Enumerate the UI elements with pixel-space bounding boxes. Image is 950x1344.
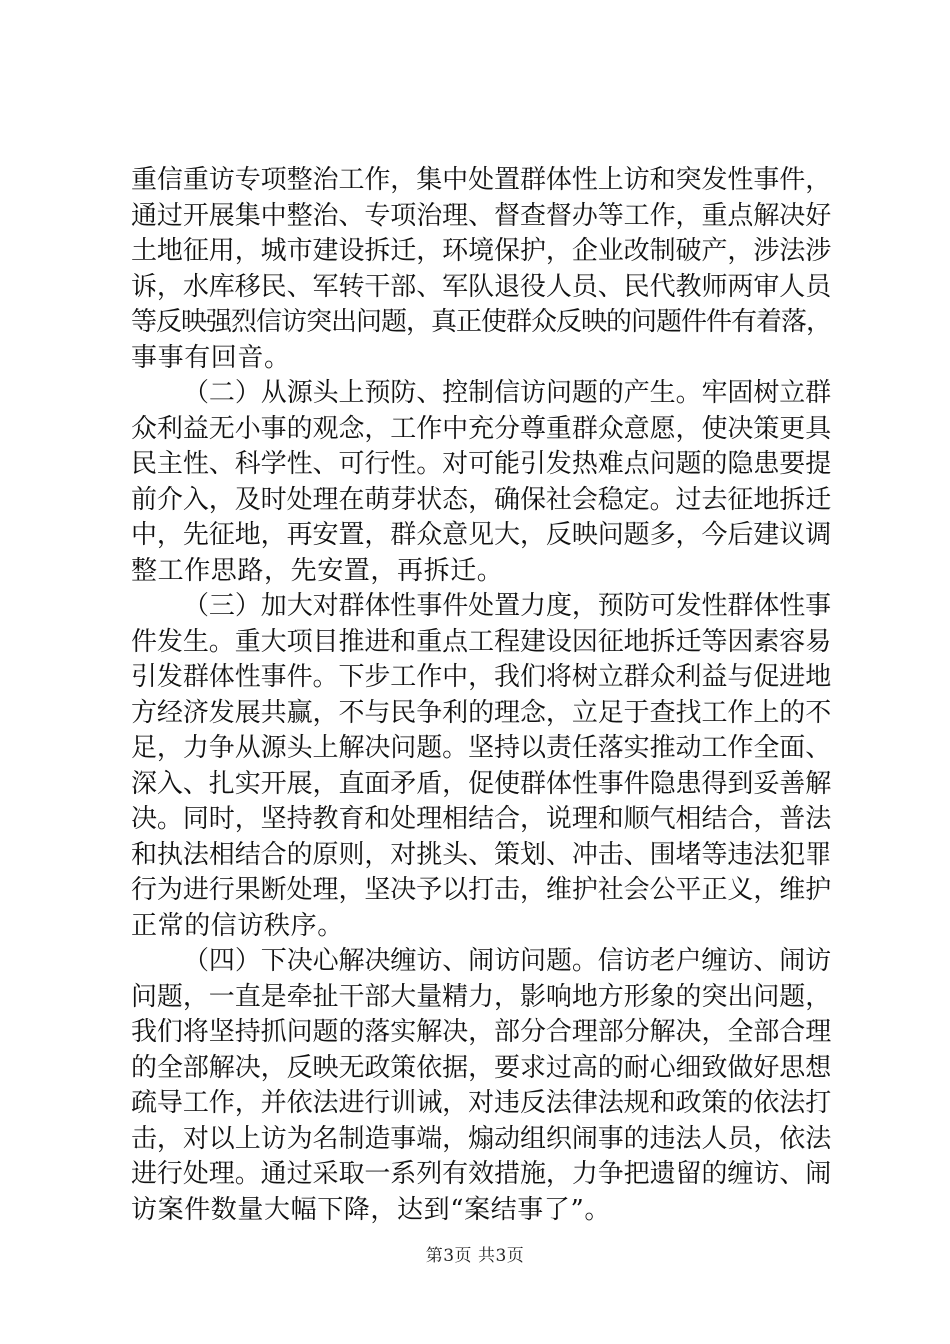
page-footer xyxy=(0,1245,950,1267)
text-line: 土地征用，城市建设拆迁，环境保护，企业改制破产，涉法涉 xyxy=(131,236,831,266)
text-line: 诉，水库移民、军转干部、军队退役人员、民代教师两审人员 xyxy=(131,271,831,302)
text-line: 重信重访专项整治工作，集中处置群体性上访和突发性事件， xyxy=(131,165,831,195)
text-line: 击，对以上访为名制造事端，煽动组织闹事的违法人员，依法 xyxy=(131,1123,831,1154)
text-line: 决。同时，坚持教育和处理相结合，说理和顺气相结合，普法 xyxy=(131,804,831,834)
paragraph-section-4 xyxy=(131,944,831,1228)
text-line: 问题，一直是牵扯干部大量精力，影响地方形象的突出问题， xyxy=(131,981,831,1012)
text-line: 正常的信访秩序。 xyxy=(131,910,344,941)
text-line: 访案件数量大幅下降，达到“案结事了”。 xyxy=(131,1194,611,1225)
text-line: 方经济发展共赢，不与民争利的理念，立足于查找工作上的不 xyxy=(131,697,831,728)
text-line: 足，力争从源头上解决问题。坚持以责任落实推动工作全面、 xyxy=(131,733,831,763)
text-line: 和执法相结合的原则，对挑头、策划、冲击、围堵等违法犯罪 xyxy=(131,839,831,870)
text-line: 行为进行果断处理，坚决予以打击，维护社会公平正义，维护 xyxy=(131,875,831,905)
text-line: 疏导工作，并依法进行训诫，对违反法律法规和政策的依法打 xyxy=(131,1088,831,1118)
text-line: 中，先征地，再安置，群众意见大，反映问题多，今后建议调 xyxy=(131,520,831,550)
text-line: 等反映强烈信访突出问题，真正使群众反映的问题件件有着落， xyxy=(131,307,832,337)
text-line: 前介入，及时处理在萌芽状态，确保社会稳定。过去征地拆迁 xyxy=(131,484,831,515)
text-line: 通过开展集中整治、专项治理、督查督办等工作，重点解决好 xyxy=(131,200,831,231)
text-line: （四）下决心解决缠访、闹访问题。信访老户缠访、闹访 xyxy=(183,946,831,976)
text-line: 深入、扎实开展，直面矛盾，促使群体性事件隐患得到妥善解 xyxy=(131,768,831,799)
paragraph-section-3 xyxy=(131,589,831,944)
paragraph-section-2 xyxy=(131,376,831,589)
page-number-label: 第3页 共3页 xyxy=(425,1246,525,1266)
text-line: 事事有回音。 xyxy=(131,342,291,373)
text-line: 进行处理。通过采取一系列有效措施，力争把遗留的缠访、闹 xyxy=(131,1159,831,1189)
text-line: 的全部解决，反映无政策依据，要求过高的耐心细致做好思想 xyxy=(131,1052,831,1083)
text-line: 整工作思路，先安置，再拆迁。 xyxy=(131,555,504,586)
text-line: 众利益无小事的观念，工作中充分尊重群众意愿，使决策更具 xyxy=(131,413,831,444)
text-line: （二）从源头上预防、控制信访问题的产生。牢固树立群 xyxy=(183,378,831,408)
text-line: 件发生。重大项目推进和重点工程建设因征地拆迁等因素容易 xyxy=(131,626,831,657)
text-line: 民主性、科学性、可行性。对可能引发热难点问题的隐患要提 xyxy=(131,449,831,479)
text-line: 引发群体性事件。下步工作中，我们将树立群众利益与促进地 xyxy=(131,662,831,692)
paragraph-continuation xyxy=(131,163,831,376)
text-line: 我们将坚持抓问题的落实解决，部分合理部分解决，全部合理 xyxy=(131,1017,831,1047)
document-body xyxy=(131,163,831,1228)
text-line: （三）加大对群体性事件处置力度，预防可发性群体性事 xyxy=(183,591,831,621)
